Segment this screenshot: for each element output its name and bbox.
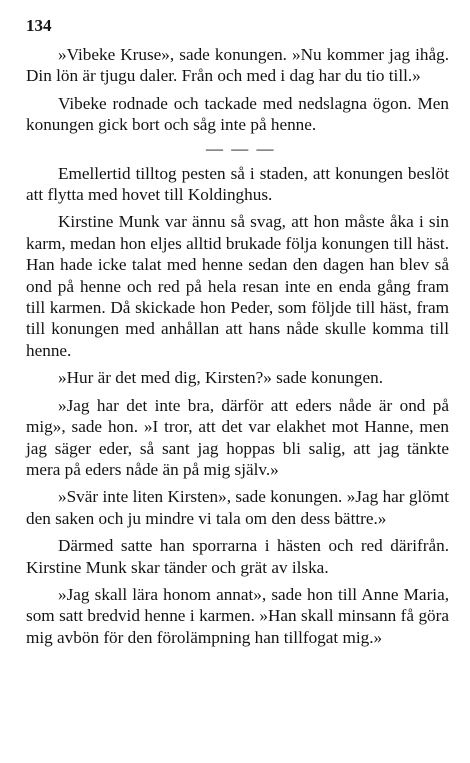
- paragraph: Vibeke rodnade och tackade med nedslagna ögon. Men konungen gick bort och såg inte på henne.: [26, 93, 449, 135]
- paragraph: »Hur är det med dig, Kirsten?» sade konungen.: [58, 368, 384, 388]
- paragraph: Kirstine Munk var ännu så svag, att hon måste åka i sin karm, medan hon eljes alltid brukade följa konungen till häst. Han hade icke talat med henne sedan den dagen han blev så ond på henne och red på hela resan inte en enda gång fram till karmen. Då skickade hon Peder, som följde till häst, fram till konungen med anhållan att hans nåde skulle komma till henne.: [26, 212, 449, 360]
- body-text: [26, 44, 449, 654]
- paragraph: »Svär inte liten Kirsten», sade konungen. »Jag har glömt den saken och ju mindre vi tala om den dess bättre.»: [26, 487, 449, 528]
- paragraph: »Jag skall lära honom annat», sade hon till Anne Maria, som satt bredvid henne i karmen. »Han skall minsann få göra mig avbön för den förolämpning han tillfogat mig.»: [26, 584, 449, 647]
- paragraph: Emellertid tilltog pesten så i staden, att konungen beslöt att flytta med hovet till Koldinghus.: [26, 163, 449, 205]
- paragraph: »Jag har det inte bra, därför att eders nåde är ond på mig», sade hon. »I tror, att det var elakhet mot Hanne, men jag säger eder, så sant jag hoppas bli salig, att jag tänkte mera på eders nåde än på mig själv.»: [26, 395, 449, 479]
- section-separator: — — —: [206, 138, 276, 158]
- paragraph: Därmed satte han sporrarna i hästen och red därifrån. Kirstine Munk skar tänder och grät av ilska.: [26, 536, 449, 577]
- page-number: 134: [26, 16, 52, 35]
- paragraph: »Vibeke Kruse», sade konungen. »Nu kommer jag ihåg. Din lön är tjugu daler. Från och med i dag har du tio till.»: [26, 45, 449, 86]
